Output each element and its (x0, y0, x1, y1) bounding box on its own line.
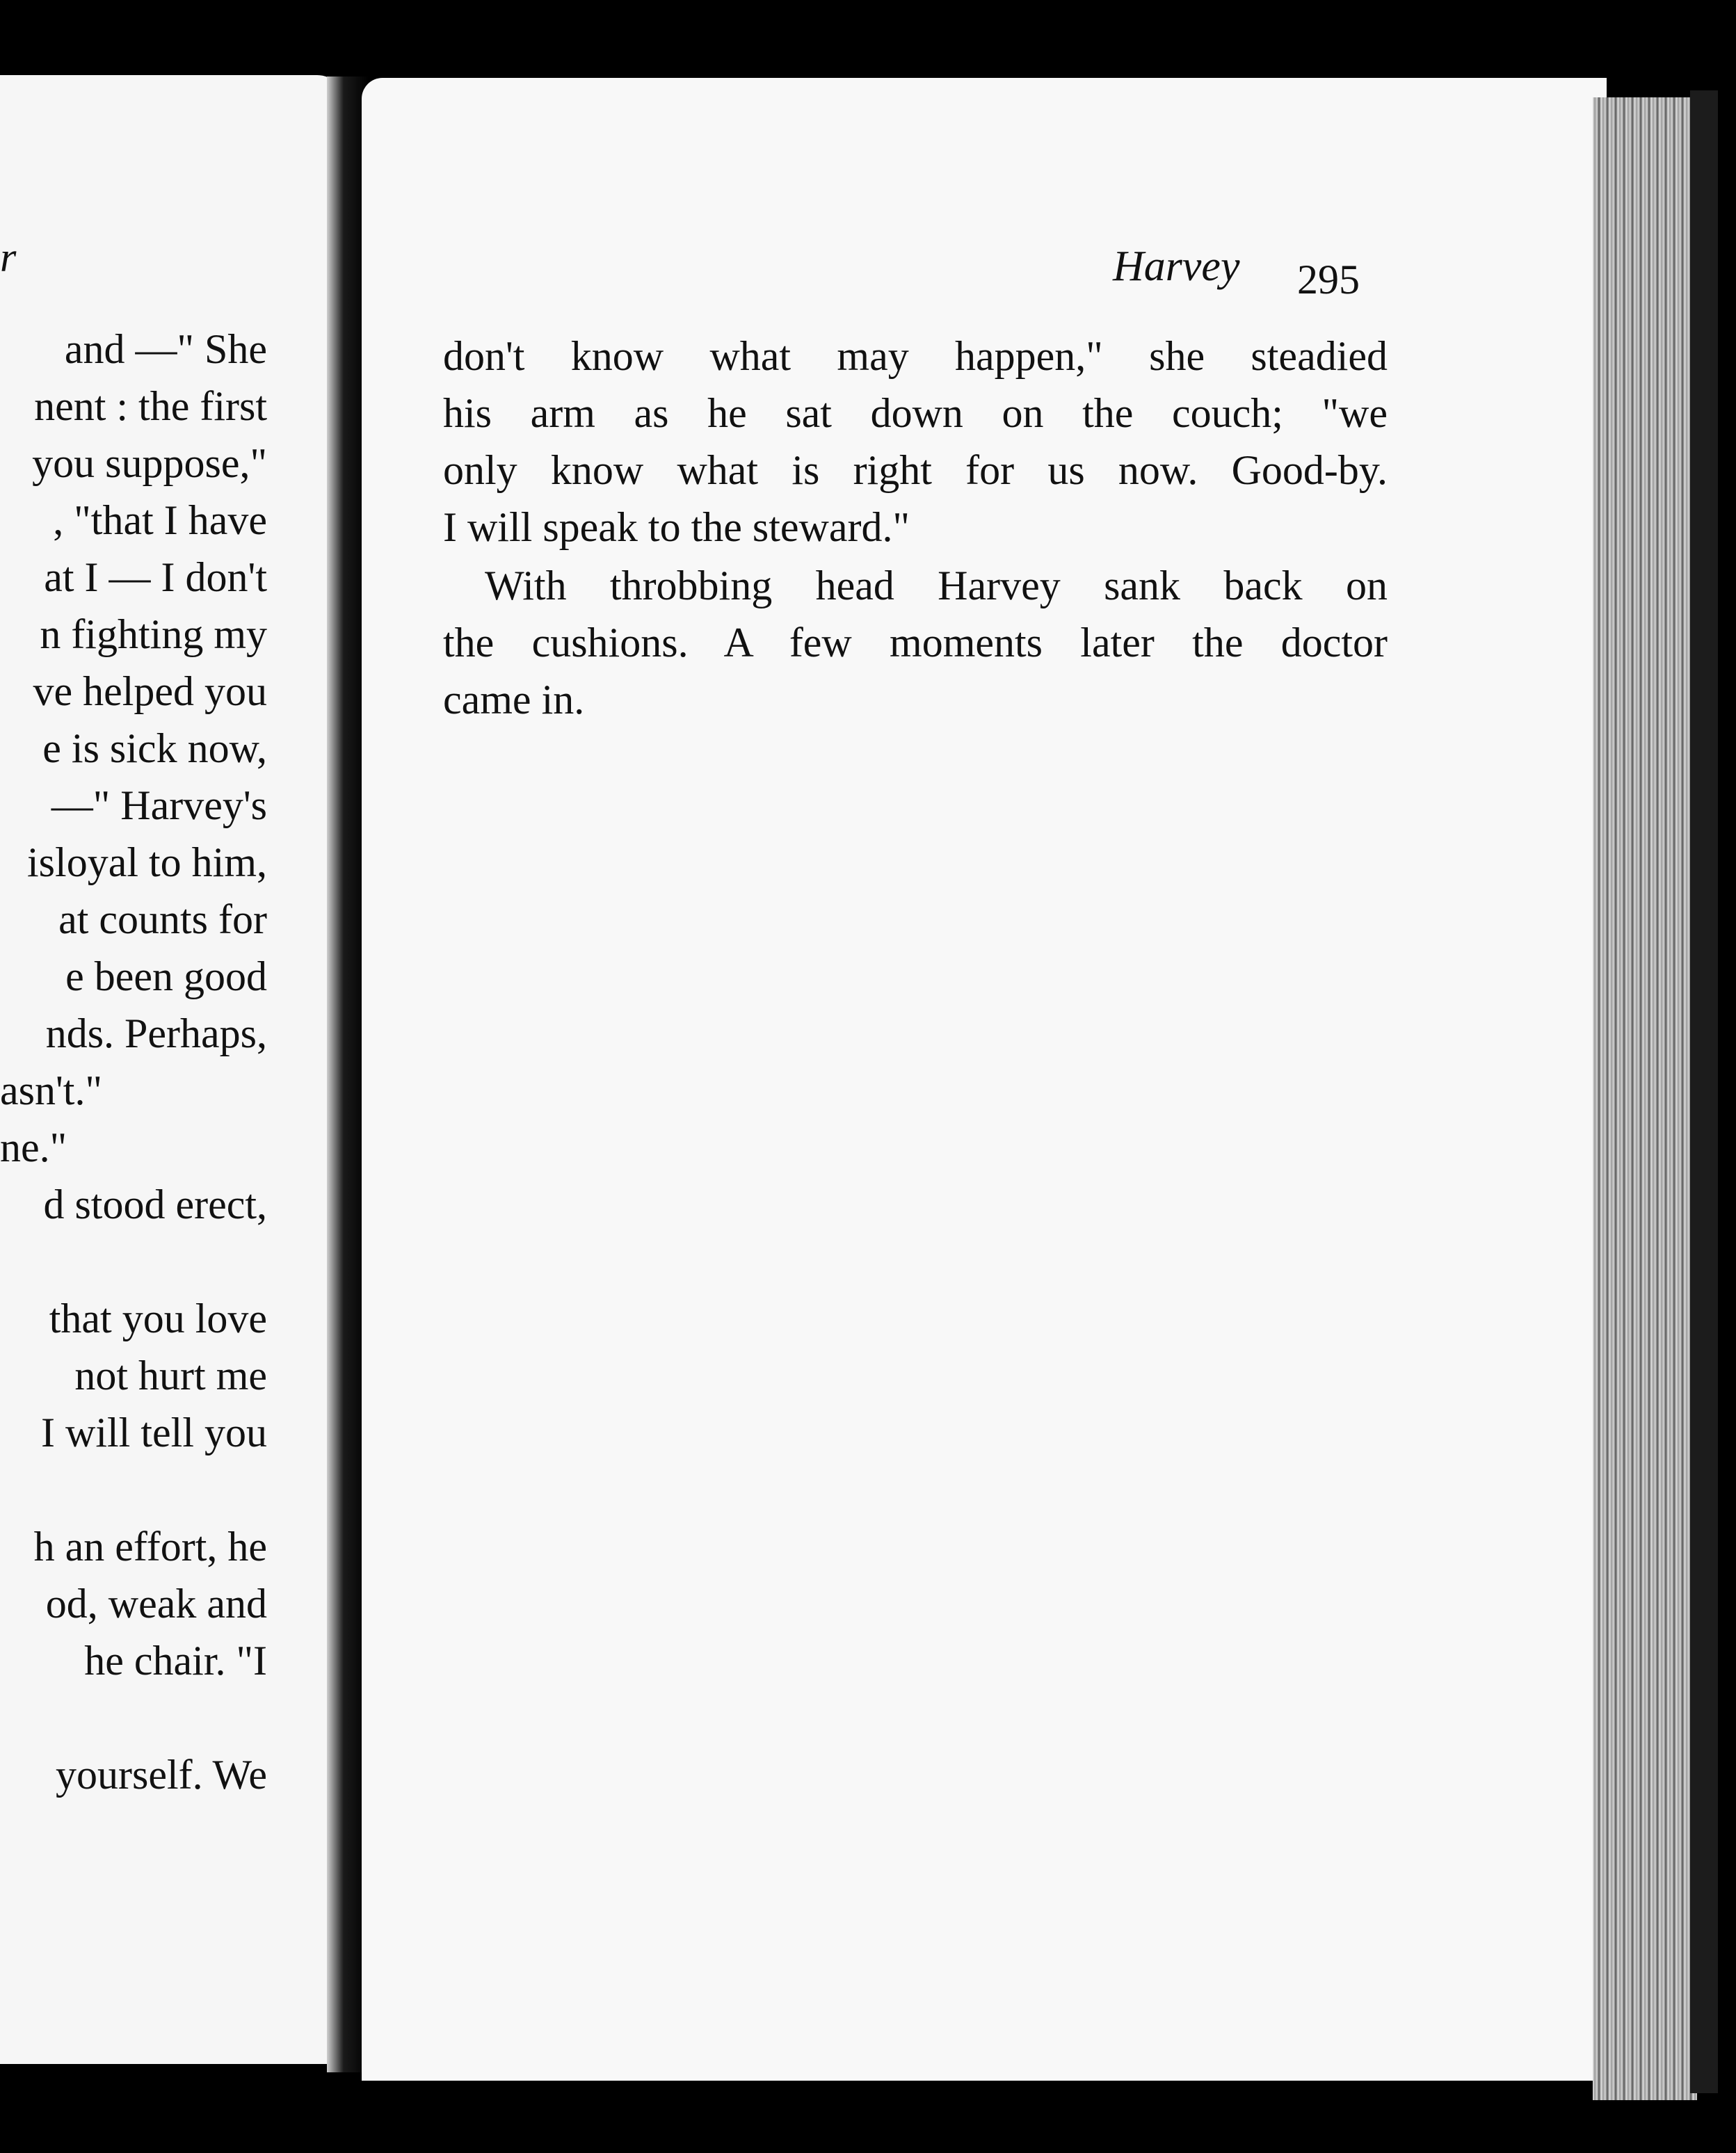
text-line: I will speak to the steward." (443, 504, 910, 550)
left-line: e been good (65, 953, 267, 999)
left-line: at I — I don't (44, 554, 267, 600)
book-cover-edge (1690, 90, 1718, 2093)
left-line: I will tell you (41, 1410, 267, 1456)
left-line: e is sick now, (42, 725, 267, 771)
left-line: he chair. "I (84, 1638, 267, 1684)
left-line: ve helped you (33, 668, 267, 714)
left-line: od, weak and (45, 1581, 267, 1627)
left-line: isloyal to him, (27, 839, 267, 885)
left-line: that you love (49, 1296, 267, 1341)
text-line: With throbbing head Harvey sank back on (485, 563, 1388, 608)
left-line: , "that I have (53, 497, 267, 543)
left-line: h an effort, he (33, 1524, 267, 1570)
left-line: n fighting my (40, 611, 267, 657)
left-line: not hurt me (74, 1353, 267, 1398)
text-line: the cushions. A few moments later the doctor (443, 620, 1388, 666)
text-line: only know what is right for us now. Good-by. (443, 447, 1388, 493)
left-line: nent : the first (34, 383, 267, 429)
left-line: you suppose," (32, 440, 267, 486)
running-head: Harvey (1113, 243, 1240, 290)
right-page (362, 78, 1607, 2081)
page-number: 295 (1297, 257, 1360, 303)
left-line: yourself. We (56, 1752, 267, 1798)
left-line: —" Harvey's (51, 782, 267, 828)
page-block-edge (1593, 97, 1697, 2100)
left-running-head-fragment: r (0, 234, 17, 280)
left-line: and —" She (64, 326, 267, 372)
left-line: at counts for (58, 896, 267, 942)
left-page (0, 75, 345, 2064)
left-line: ne." (0, 1124, 67, 1170)
text-line: don't know what may happen," she steadied (443, 333, 1388, 379)
left-line: asn't." (0, 1067, 102, 1113)
left-line: nds. Perhaps, (45, 1010, 267, 1056)
text-line: came in. (443, 677, 585, 723)
text-line: his arm as he sat down on the couch; "we (443, 390, 1388, 436)
left-line: d stood erect, (43, 1182, 267, 1227)
